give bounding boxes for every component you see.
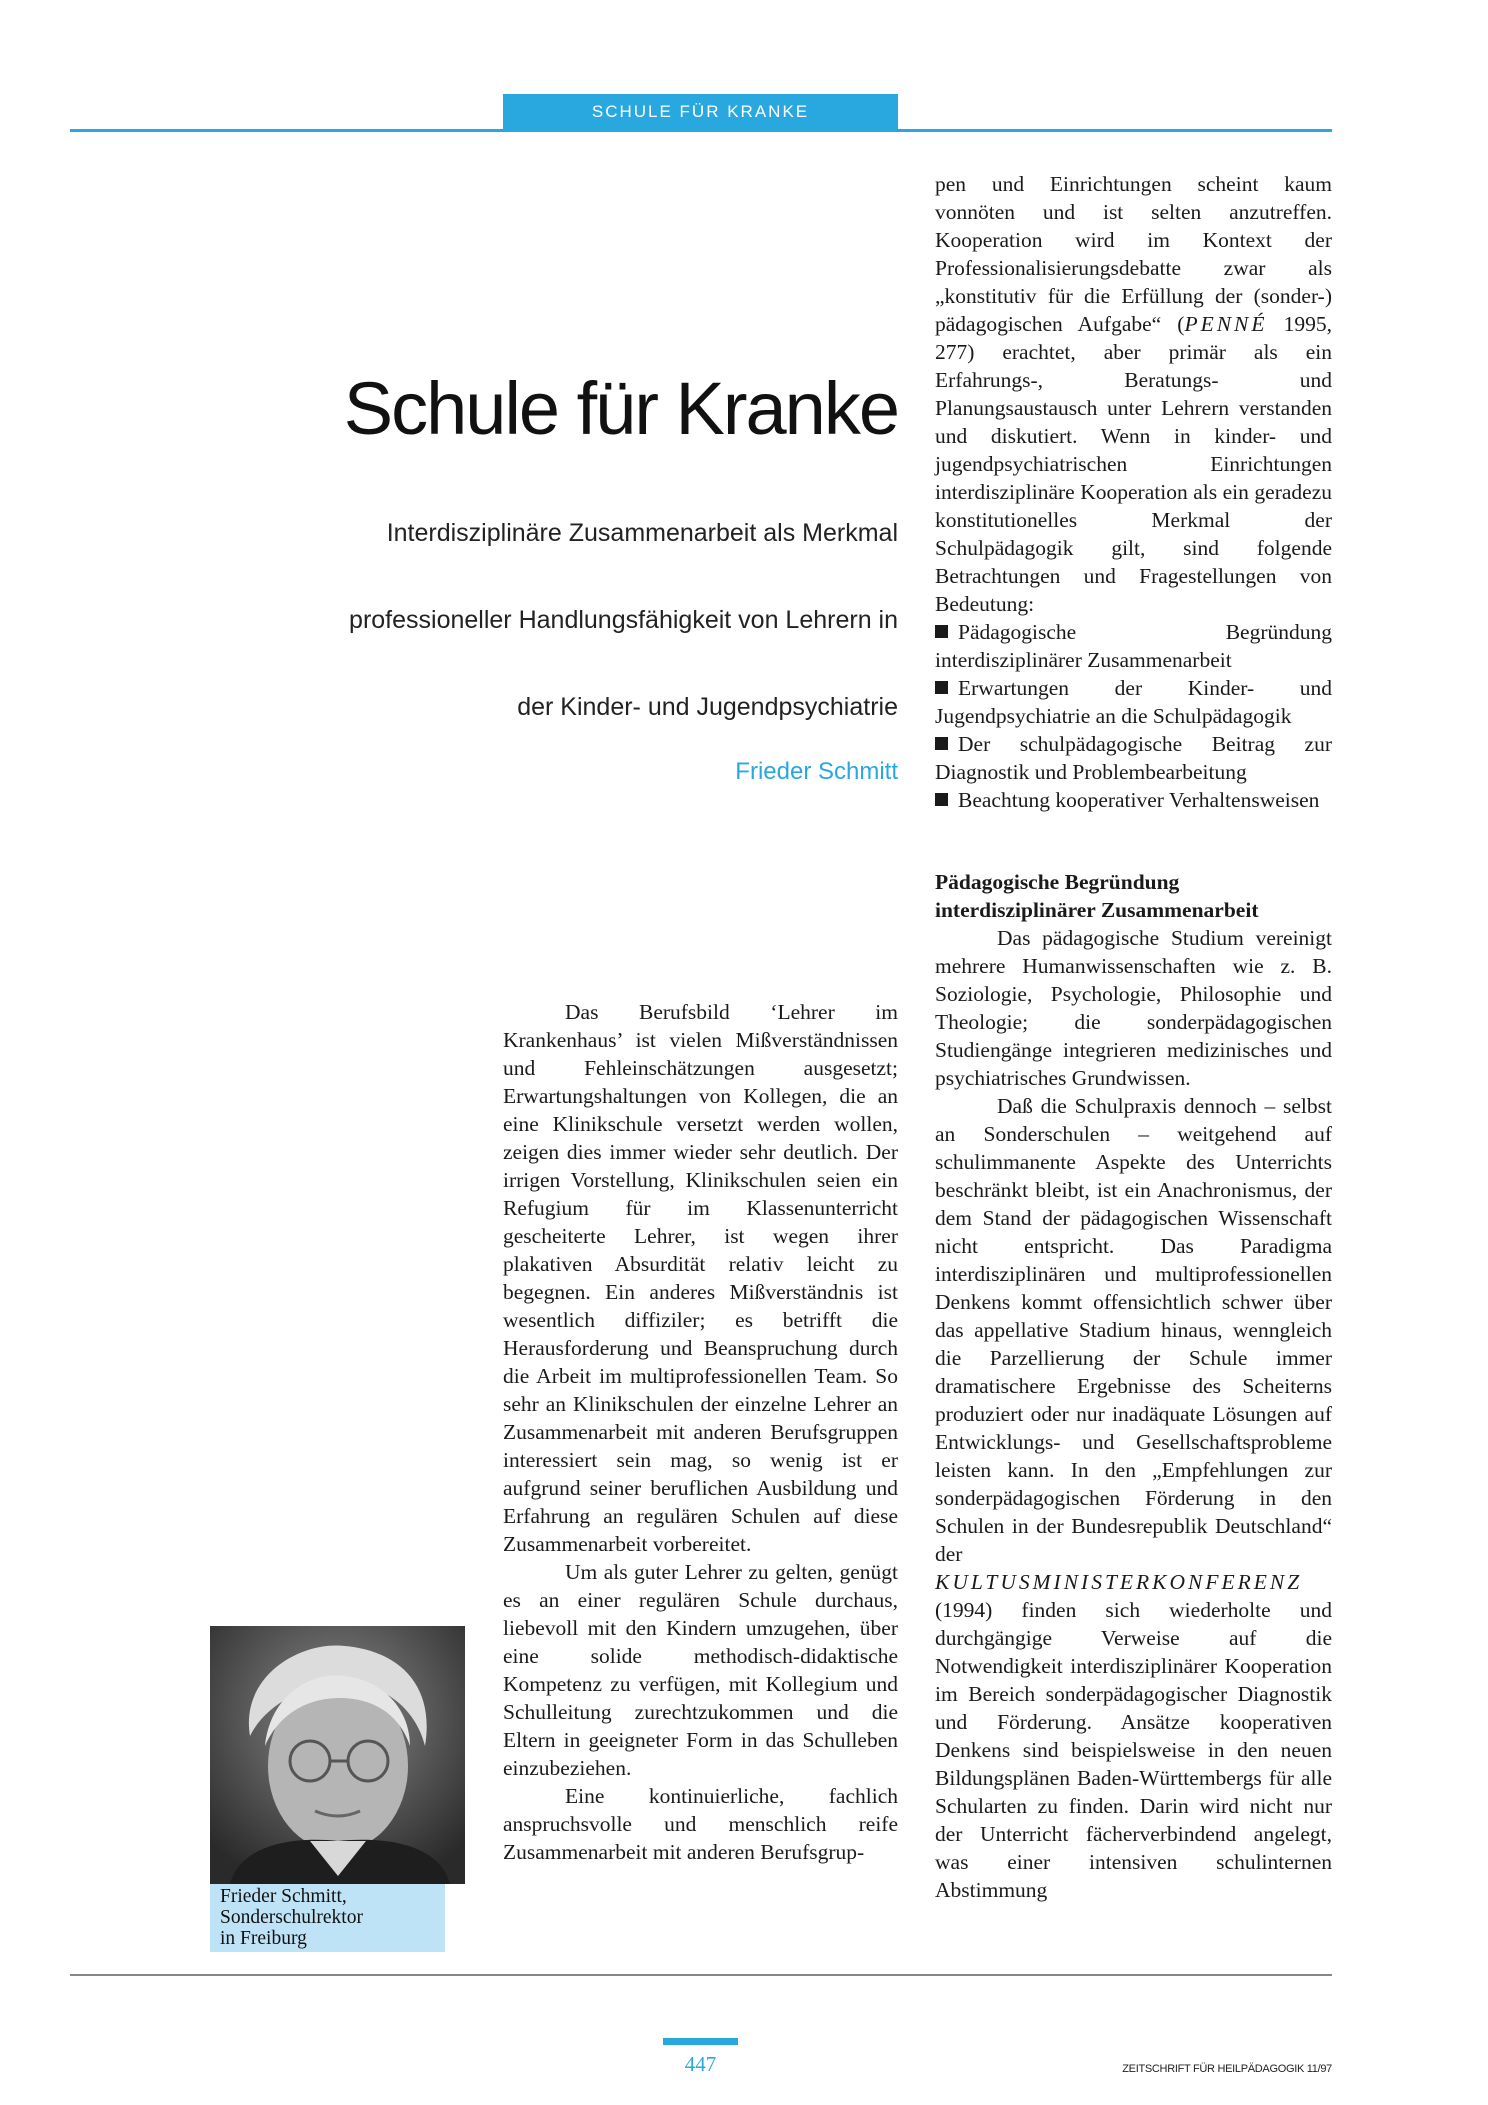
page-number: 447 [684,2052,717,2076]
article-subtitle [258,490,898,751]
subtitle-line: Interdisziplinäre Zusammenarbeit als Merkmal [386,519,898,547]
list-item [935,674,1332,730]
right-column-top [935,170,1332,814]
list-item-text: Erwartungen der Kinder- und Jugendpsychiatrie an die Schulpädagogik [935,676,1332,728]
body-paragraph: Das Berufsbild ‘Lehrer im Krankenhaus’ ist vielen Mißverständnissen und Fehleinschätzungen ausgesetzt; Erwartungshaltungen von Kollegen, die an eine Klinikschule versetzt werden wollen, zeigen dies immer wieder sehr deutlich. Der irrigen Vorstellung, Klinikschulen seien ein Refugium für im Klassenunterricht gescheiterte Lehrer, ist wegen ihrer plakativen Absurdität relativ leicht zu begegnen. Ein anderes Mißverständnis ist wesentlich diffiziler; es betrifft die Herausforderung und Beanspruchung durch die Arbeit im multiprofessionellen Team. So sehr an Klinikschulen der einzelne Lehrer an Zusammenarbeit mit anderen Berufsgruppen interessiert sein mag, so wenig ist er aufgrund seiner beruflichen Ausbildung und Erfahrung an regulären Schulen auf diese Zusammenarbeit vorbereitet. [503,1000,898,1556]
page-number-tab [663,2038,738,2045]
header-rule [70,129,1332,132]
square-bullet-icon [935,625,948,638]
middle-column [503,998,898,1866]
section-heading: Pädagogische Begründung interdisziplinärer Zusammenarbeit [935,870,1259,922]
footer-rule [70,1974,1332,1976]
right-column-bottom [935,868,1332,1904]
article-author: Frieder Schmitt [735,758,898,785]
caption-line: Sonderschulrektor [220,1907,363,1928]
list-item [935,786,1332,814]
list-item-text: Der schulpädagogische Beitrag zur Diagnostik und Problembearbeitung [935,732,1332,784]
citation: KULTUSMINISTERKONFERENZ [935,1570,1303,1594]
body-paragraph [935,1092,1332,1904]
body-paragraph: Um als guter Lehrer zu gelten, genügt es an einer regulären Schule durchaus, liebevoll mit den Kindern umzugehen, über eine solide methodisch-didaktische Kompetenz zu verfügen, mit Kollegium und Schulleitung zurechtzukommen und die Eltern in geeigneter Form in das Schulleben einzubeziehen. [503,1560,898,1780]
caption-line: in Freiburg [220,1928,307,1949]
journal-name: ZEITSCHRIFT FÜR HEILPÄDAGOGIK 11/97 [1122,2063,1332,2075]
photo-caption [210,1884,445,1952]
author-photo [210,1626,465,1884]
list-item [935,618,1332,674]
caption-line: Frieder Schmitt, [220,1886,347,1907]
citation: PENNÉ [1184,312,1268,336]
list-item [935,730,1332,786]
article-title: Schule für Kranke [343,367,898,450]
square-bullet-icon [935,793,948,806]
list-item-text: Pädagogische Begründung interdisziplinärer Zusammenarbeit [935,620,1332,672]
topic-list [935,618,1332,814]
text-run: 1995, 277) erachtet, aber primär als ein Erfahrungs-, Beratungs- und Planungsaustausch unter Lehrern verstanden und diskutiert. Wenn in kinder- und jugendpsychiatrischen Einrichtungen interdisziplinäre Kooperation als ein geradezu konstitutionelles Merkmal der Schulpädagogik gilt, sind folgende Betrachtungen und Fragestellungen von Bedeutung: [935,312,1332,616]
square-bullet-icon [935,681,948,694]
section-header: SCHULE FÜR KRANKE [503,94,898,129]
author-portrait-image [210,1626,465,1884]
body-paragraph: Das pädagogische Studium vereinigt mehrere Humanwissenschaften wie z. B. Soziologie, Psychologie, Philosophie und Theologie; die sonderpädagogischen Studiengänge integrieren medizinisches und psychiatrisches Grundwissen. [935,926,1332,1090]
square-bullet-icon [935,737,948,750]
text-run: (1994) finden sich wiederholte und durchgängige Verweise auf die Notwendigkeit interdisziplinärer Kooperation im Bereich sonderpädagogischer Diagnostik und Förderung. Ansätze kooperativen Denkens sind beispielsweise in den neuen Bildungsplänen Baden-Württembergs für alle Schularten zu finden. Darin wird nicht nur der Unterricht fächerverbindend angelegt, was einer intensiven schulinternen Abstimmung [935,1598,1332,1902]
subtitle-line: professioneller Handlungsfähigkeit von Lehrern in [349,606,898,634]
body-paragraph: Eine kontinuierliche, fachlich anspruchsvolle und menschlich reife Zusammenarbeit mit anderen Berufsgrup- [503,1784,898,1864]
subtitle-line: der Kinder- und Jugendpsychiatrie [517,693,898,721]
list-item-text: Beachtung kooperativer Verhaltensweisen [958,788,1320,812]
text-run: Daß die Schulpraxis dennoch – selbst an Sonderschulen – weitgehend auf schulimmanente Aspekte des Unterrichts beschränkt bleibt, ist ein Anachronismus, der dem Stand der pädagogischen Wissenschaft nicht entspricht. Das Paradigma interdisziplinären und multiprofessionellen Denkens kommt offensichtlich schwer über das appellative Stadium hinaus, wenngleich die Parzellierung der Schule immer dramatischere Ergebnisse des Scheiterns produziert oder nur inadäquate Lösungen auf Entwicklungs- und Gesellschaftsprobleme leisten kann. In den „Empfehlungen zur sonderpädagogischen Förderung in den Schulen in der Bundesrepublik Deutschland“ der [935,1094,1332,1566]
body-paragraph [935,170,1332,618]
text-run: pen und Einrichtungen scheint kaum vonnöten und ist selten anzutreffen. Kooperation wird im Kontext der Professionalisierungsdebatte zwar als „konstitutiv für die Erfüllung der (sonder-) pädagogischen Aufgabe“ ( [935,172,1332,336]
